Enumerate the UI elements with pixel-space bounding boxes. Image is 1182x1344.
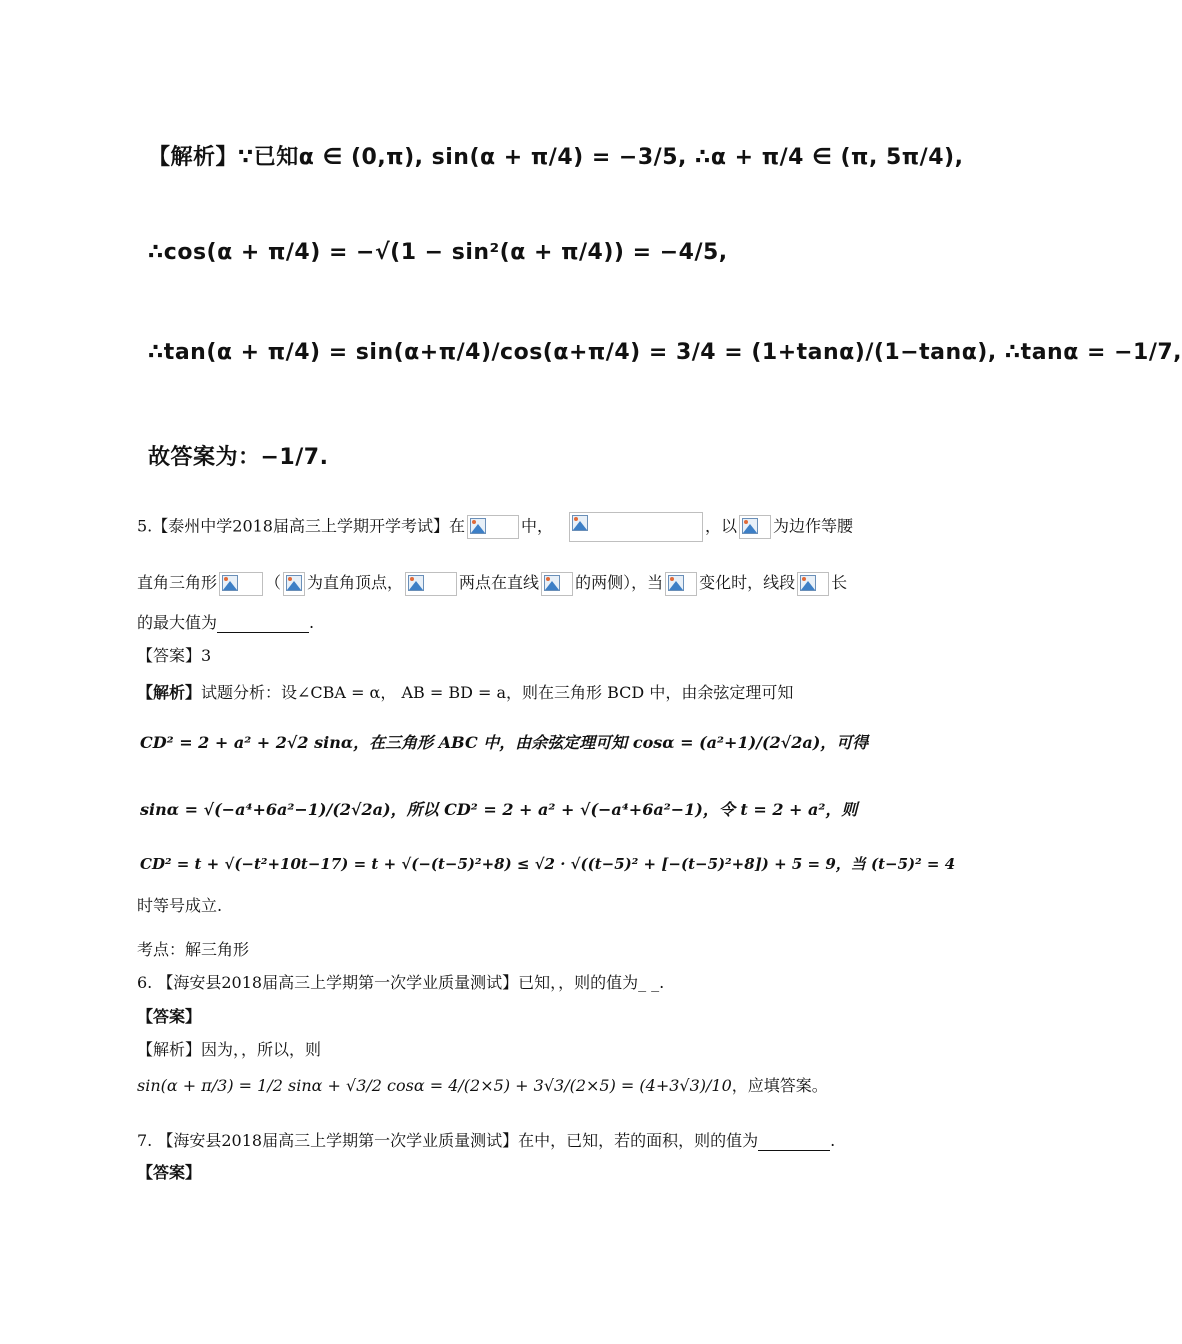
answer-label: 【答案】: [137, 1163, 202, 1182]
question-text: 7. 【海安县2018届高三上学期第一次学业质量测试】在中，已知，若的面积，则的值为: [137, 1131, 759, 1150]
solution-line-1: 【解析】∵已知α ∈ (0,π), sin(α + π/4) = −3/5, ∴α + π/4 ∈ (π, 5π/4),: [148, 145, 964, 170]
question-text: ，以: [705, 516, 738, 536]
analysis-text: 试题分析：设∠CBA = α， AB = BD = a，则在三角形 BCD 中，由余弦定理可知: [201, 683, 794, 702]
equation-line-3: CD² = t + √(−t²+10t−17) = t + √(−(t−5)²+8) ≤ √2 · √((t−5)² + [−(t−5)²+8]) + 5 = 9，当 (t−5)² = 4: [140, 855, 956, 873]
question-5-line-1: [137, 512, 853, 542]
question-text: 中，: [521, 516, 554, 536]
question-source: 【泰州中学2018届高三上学期开学考试】: [152, 516, 449, 536]
solution-answer-line: 故答案为：−1/7.: [148, 445, 329, 470]
equation-line-2: sinα = √(−a⁴+6a²−1)/(2√2a)，所以 CD² = 2 + a² + √(−a⁴+6a²−1)，令 t = 2 + a²，则: [140, 800, 858, 819]
question-text: 长: [831, 573, 848, 592]
kaodian: 考点：解三角形: [137, 940, 250, 959]
broken-image-icon: [219, 572, 263, 596]
question-6-analysis: 【解析】因为，，所以，则: [137, 1040, 322, 1059]
question-text: 在: [449, 516, 466, 536]
question-text: 的两侧），当: [575, 573, 664, 592]
analysis-row: [137, 680, 793, 703]
question-number: 5.: [137, 516, 153, 536]
broken-image-icon: [797, 572, 829, 596]
question-text: 为边作等腰: [773, 516, 854, 536]
answer-blank: [758, 1131, 830, 1151]
question-text: 直角三角形: [137, 573, 218, 592]
question-text: 的最大值为: [137, 613, 218, 632]
solution-line-3: ∴tan(α + π/4) = sin(α+π/4)/cos(α+π/4) = 3/4 = (1+tanα)/(1−tanα), ∴tanα = −1/7,: [148, 340, 1182, 365]
answer-blank: [217, 613, 309, 633]
answer-label: 【答案】: [137, 1007, 202, 1026]
analysis-label: 【解析】: [137, 683, 202, 702]
question-text: 为直角顶点，: [307, 573, 404, 592]
question-5-line-2: [137, 570, 847, 596]
broken-image-icon: [665, 572, 697, 596]
question-6-answer-label: [137, 1004, 201, 1027]
question-6-line: 6. 【海安县2018届高三上学期第一次学业质量测试】已知，，则的值为_ _.: [137, 973, 665, 992]
broken-image-icon: [569, 512, 703, 542]
broken-image-icon: [467, 515, 519, 539]
question-text: .: [830, 1131, 836, 1150]
question-text: （: [265, 573, 282, 592]
question-5-line-3: [137, 610, 314, 633]
equation-line-1: CD² = 2 + a² + 2√2 sinα，在三角形 ABC 中，由余弦定理可知 cosα = (a²+1)/(2√2a)，可得: [140, 733, 869, 752]
question-7-answer-label: [137, 1160, 201, 1183]
equation-tail: ，应填答案。: [731, 1076, 828, 1095]
question-7-line: [137, 1128, 835, 1151]
broken-image-icon: [739, 515, 771, 539]
question-text: 两点在直线: [459, 573, 540, 592]
broken-image-icon: [541, 572, 573, 596]
question-6-equation-row: [137, 1073, 828, 1096]
question-text: .: [309, 613, 315, 632]
equation: sin(α + π/3) = 1/2 sinα + √3/2 cosα = 4/(2×5) + 3√3/(2×5) = (4+3√3)/10: [137, 1076, 732, 1095]
broken-image-icon: [405, 572, 457, 596]
solution-line-2: ∴cos(α + π/4) = −√(1 − sin²(α + π/4)) = −4/5,: [148, 240, 728, 265]
broken-image-icon: [283, 572, 305, 596]
answer-row: [137, 643, 211, 666]
answer-label: 【答案】: [137, 646, 202, 665]
equation-line-4: 时等号成立.: [137, 896, 223, 915]
answer-value: 3: [201, 646, 212, 665]
question-text: 变化时，线段: [699, 573, 796, 592]
